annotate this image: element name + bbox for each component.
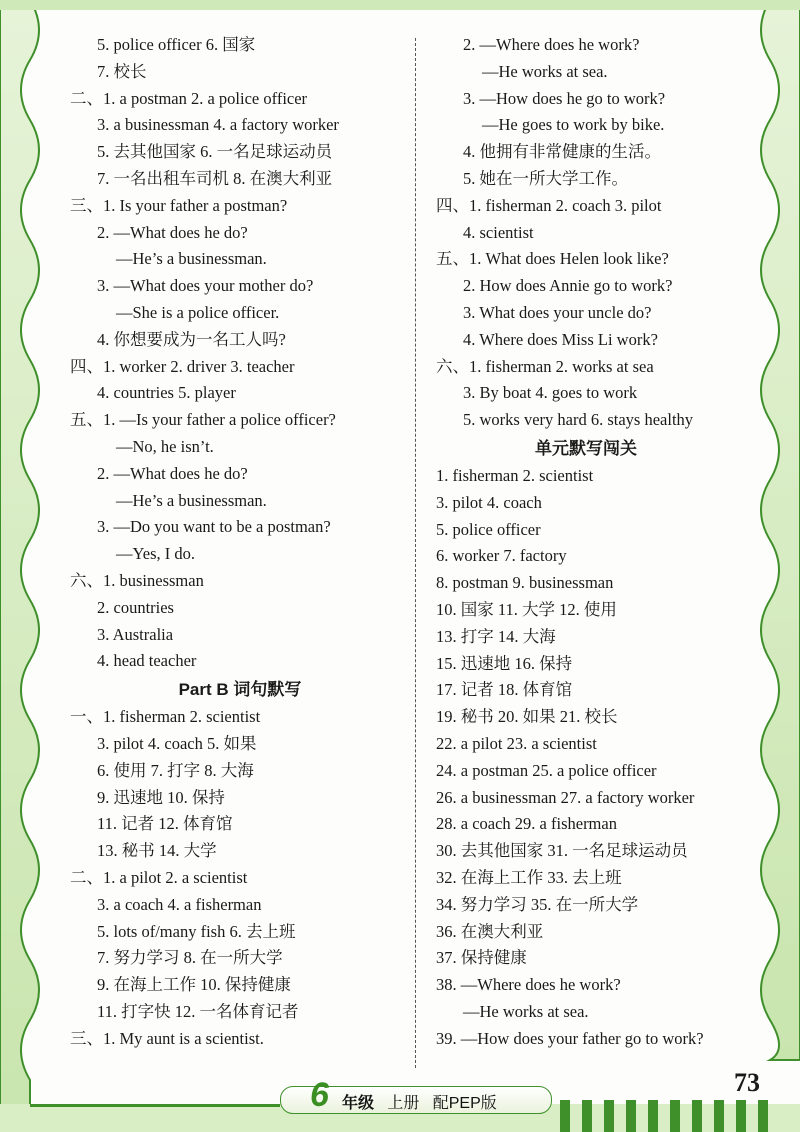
- answer-line: 11. 打字快 12. 一名体育记者: [97, 1001, 299, 1021]
- answer-line: 3. What does your uncle do?: [463, 302, 652, 322]
- answer-line: 5. police officer: [436, 519, 541, 539]
- section-heading: Part B 词句默写: [178, 680, 302, 700]
- left-column: [70, 32, 410, 1052]
- answer-line: 6. worker 7. factory: [436, 546, 567, 566]
- answer-line: 五、1. What does Helen look like?: [436, 249, 669, 269]
- answer-line: 3. —Do you want to be a postman?: [97, 517, 331, 537]
- answer-line: —He’s a businessman.: [116, 249, 267, 269]
- volume-label: 上册: [387, 1095, 420, 1112]
- answer-line: 3. a businessman 4. a factory worker: [97, 115, 339, 135]
- answer-line: 7. 一名出租车司机 8. 在澳大利亚: [97, 168, 333, 188]
- answer-line: —He’s a businessman.: [116, 490, 267, 510]
- answer-content: [70, 32, 730, 1072]
- edition-label: 配PEP版: [432, 1095, 497, 1112]
- answer-line: 26. a businessman 27. a factory worker: [436, 787, 695, 807]
- answer-line: 7. 校长: [97, 61, 147, 81]
- answer-line: 11. 记者 12. 体育馆: [97, 814, 233, 834]
- answer-line: —He works at sea.: [463, 1001, 589, 1021]
- page-number: 73: [734, 1068, 760, 1097]
- answer-line: 三、1. Is your father a postman?: [70, 195, 288, 215]
- answer-line: 四、1. worker 2. driver 3. teacher: [70, 356, 295, 376]
- section-heading: 单元默写闯关: [535, 438, 637, 458]
- top-border: [0, 0, 800, 10]
- answer-line: 2. How does Annie go to work?: [463, 276, 673, 296]
- answer-line: 30. 去其他国家 31. 一名足球运动员: [436, 841, 688, 861]
- answer-line: 1. fisherman 2. scientist: [436, 465, 594, 485]
- answer-line: —He goes to work by bike.: [482, 115, 665, 135]
- answer-line: 六、1. fisherman 2. works at sea: [436, 356, 654, 376]
- answer-line: 5. police officer 6. 国家: [97, 35, 256, 54]
- answer-line: 2. —What does he do?: [97, 222, 248, 242]
- answer-line: 8. postman 9. businessman: [436, 573, 614, 593]
- answer-line: 9. 在海上工作 10. 保持健康: [97, 975, 291, 995]
- answer-line: 2. —What does he do?: [97, 463, 248, 483]
- answer-line: 五、1. —Is your father a police officer?: [70, 410, 336, 430]
- answer-line: 13. 秘书 14. 大学: [97, 841, 217, 861]
- answer-line: 7. 努力学习 8. 在一所大学: [97, 948, 283, 968]
- answer-line: 3. a coach 4. a fisherman: [97, 894, 262, 914]
- answer-line: —No, he isn’t.: [116, 436, 214, 456]
- answer-line: 36. 在澳大利亚: [436, 921, 544, 941]
- answer-line: 3. —What does your mother do?: [97, 276, 314, 296]
- column-divider: [415, 38, 416, 1068]
- answer-line: 5. lots of/many fish 6. 去上班: [97, 921, 296, 941]
- answer-line: 六、1. businessman: [70, 570, 204, 590]
- answer-line: 5. works very hard 6. stays healthy: [463, 410, 694, 430]
- answer-line: 4. 他拥有非常健康的生活。: [463, 142, 661, 162]
- answer-line: 17. 记者 18. 体育馆: [436, 680, 573, 700]
- left-wave-border: [0, 0, 39, 1132]
- grade-number: 6: [310, 1076, 329, 1114]
- answer-line: 9. 迅速地 10. 保持: [97, 787, 225, 807]
- answer-line: 三、1. My aunt is a scientist.: [70, 1028, 264, 1048]
- answer-line: 24. a postman 25. a police officer: [436, 760, 657, 780]
- answer-line: 15. 迅速地 16. 保持: [436, 653, 573, 673]
- answer-line: 4. scientist: [463, 222, 534, 242]
- answer-line: 2. —Where does he work?: [463, 35, 640, 54]
- answer-line: 3. pilot 4. coach 5. 如果: [97, 733, 257, 753]
- answer-line: 一、1. fisherman 2. scientist: [70, 707, 261, 727]
- answer-line: 32. 在海上工作 33. 去上班: [436, 867, 622, 887]
- answer-line: —She is a police officer.: [116, 302, 280, 322]
- answer-line: 4. head teacher: [97, 651, 197, 671]
- answer-line: 38. —Where does he work?: [436, 975, 621, 995]
- grade-label: 年级: [342, 1095, 375, 1112]
- answer-line: 10. 国家 11. 大学 12. 使用: [436, 599, 617, 619]
- answer-line: 37. 保持健康: [436, 948, 527, 968]
- answer-line: 二、1. a postman 2. a police officer: [70, 88, 308, 108]
- answer-line: 19. 秘书 20. 如果 21. 校长: [436, 707, 618, 727]
- right-wave-border: [761, 0, 800, 1060]
- answer-line: 3. pilot 4. coach: [436, 492, 542, 512]
- answer-line: 5. 她在一所大学工作。: [463, 168, 628, 188]
- answer-line: 34. 努力学习 35. 在一所大学: [436, 894, 639, 914]
- answer-line: 3. —How does he go to work?: [463, 88, 666, 108]
- book-footer: [280, 1076, 550, 1114]
- answer-line: 3. Australia: [97, 624, 174, 644]
- answer-line: 28. a coach 29. a fisherman: [436, 814, 617, 834]
- answer-line: 3. By boat 4. goes to work: [463, 383, 638, 403]
- answer-line: 二、1. a pilot 2. a scientist: [70, 867, 248, 887]
- answer-line: 四、1. fisherman 2. coach 3. pilot: [436, 195, 662, 215]
- answer-line: 13. 打字 14. 大海: [436, 626, 556, 646]
- answer-line: 39. —How does your father go to work?: [436, 1028, 704, 1048]
- answer-line: —He works at sea.: [482, 61, 608, 81]
- answer-line: —Yes, I do.: [116, 544, 196, 564]
- answer-line: 4. Where does Miss Li work?: [463, 329, 658, 349]
- footer-labels: [342, 1090, 497, 1113]
- answer-line: 4. 你想要成为一名工人吗?: [97, 329, 286, 349]
- answer-line: 22. a pilot 23. a scientist: [436, 733, 597, 753]
- answer-line: 4. countries 5. player: [97, 383, 236, 403]
- answer-line: 2. countries: [97, 597, 174, 617]
- answer-line: 6. 使用 7. 打字 8. 大海: [97, 760, 254, 780]
- answer-line: 5. 去其他国家 6. 一名足球运动员: [97, 142, 333, 162]
- right-column: [436, 32, 736, 1052]
